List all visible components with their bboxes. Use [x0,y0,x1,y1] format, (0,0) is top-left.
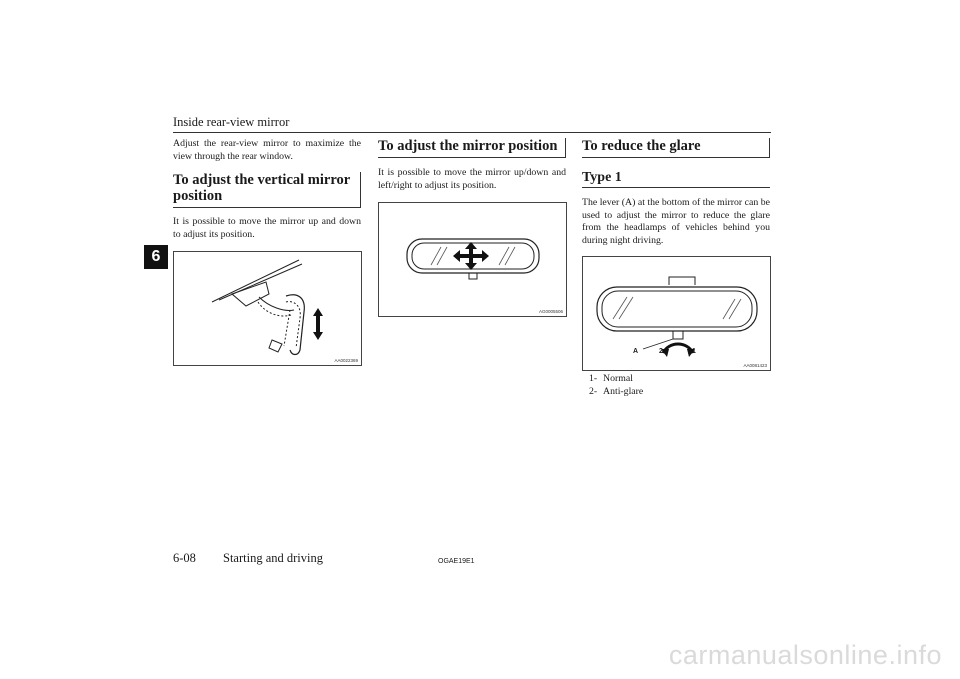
mirror-front-illustration [379,203,566,316]
glare-paragraph: The lever (A) at the bottom of the mirror can be used to adjust the mirror to reduce the glare from the headlamps of vehicles behind you during night driving. [582,197,770,246]
mirror-lever-illustration [583,257,770,370]
position-paragraph: It is possible to move the mirror up/down and left/right to adjust its position. [378,167,566,191]
label-2: 2 [659,348,663,355]
section-heading-position: To adjust the mirror position [378,138,566,158]
header-rule [173,132,771,133]
section-heading-vertical: To adjust the vertical mirror position [173,172,361,208]
vertical-paragraph: It is possible to move the mirror up and down to adjust its position. [173,216,361,240]
section-heading-glare: To reduce the glare [582,138,770,158]
document-code: OGAE19E1 [438,558,475,565]
footer-section: Starting and driving [223,551,323,565]
legend-item: 1- Normal [589,373,633,384]
label-a: A [633,348,639,355]
figure-legend [589,373,643,398]
running-header: Inside rear-view mirror [173,115,290,129]
intro-paragraph: Adjust the rear-view mirror to maximize the view through the rear window. [173,138,361,162]
figure-glare-lever [582,256,771,371]
figure-code: AG0005506 [538,309,563,314]
label-1: 1 [692,348,696,355]
figure-code: AA0022369 [334,358,358,363]
figure-vertical-mirror [173,251,362,366]
subheading-type1: Type 1 [582,170,770,188]
figure-mirror-position [378,202,567,317]
watermark: carmanualsonline.info [668,640,942,670]
legend-item: 2- Anti-glare [589,385,644,397]
mirror-side-illustration [174,252,361,365]
column-left [173,138,361,241]
column-middle [378,138,566,192]
column-right [582,138,770,247]
chapter-tab: 6 [144,245,168,269]
figure-code: AA0081423 [743,363,767,368]
page-number: 6-08 [173,551,196,565]
